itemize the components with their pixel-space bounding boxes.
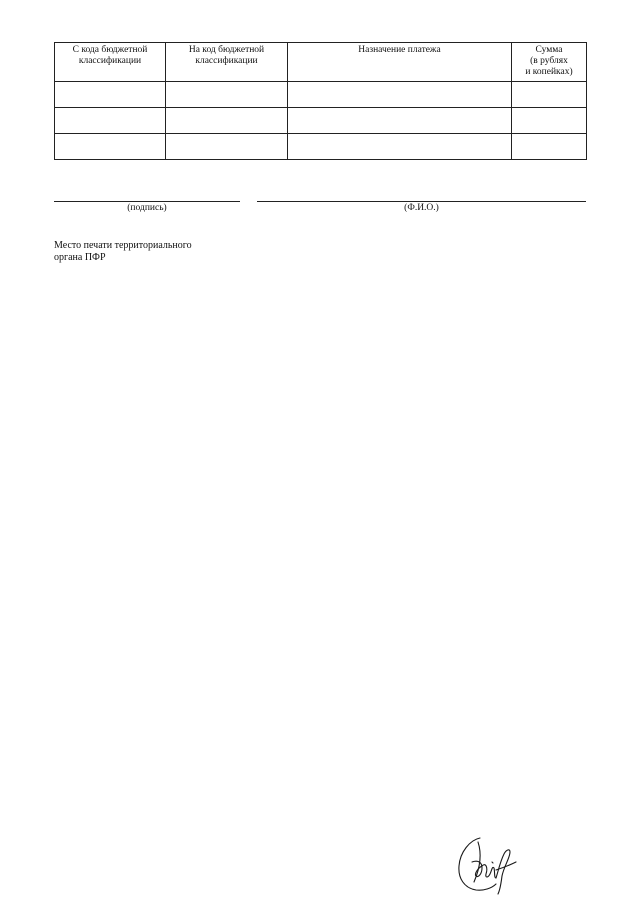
table-row <box>55 134 587 160</box>
stamp-place-label <box>54 240 274 264</box>
table-cell <box>166 108 288 134</box>
table-header-row <box>55 43 587 82</box>
table-cell <box>512 108 587 134</box>
stamp-place-line-1: Место печати территориального <box>54 240 192 251</box>
table-cell <box>55 134 166 160</box>
signature-caption: (подпись) <box>127 203 167 213</box>
header-payment-purpose: Назначение платежа <box>288 43 512 82</box>
table-row <box>55 108 587 134</box>
table-cell <box>55 108 166 134</box>
table-cell <box>55 82 166 108</box>
table-cell <box>288 134 512 160</box>
header-to-budget-code: На код бюджетной классификации <box>166 43 288 82</box>
table-cell <box>512 134 587 160</box>
stamp-place-line-2: органа ПФР <box>54 252 106 263</box>
table-cell <box>288 108 512 134</box>
table-cell <box>288 82 512 108</box>
full-name-line <box>257 201 586 202</box>
signature-line <box>54 201 240 202</box>
table-cell <box>166 134 288 160</box>
table-row <box>55 82 587 108</box>
table-cell <box>166 82 288 108</box>
payment-table <box>54 42 587 160</box>
table-cell <box>512 82 587 108</box>
header-from-budget-code: С кода бюджетной классификации <box>55 43 166 82</box>
header-amount: Сумма (в рублях и копейках) <box>512 43 587 82</box>
handwritten-signature-image <box>452 832 524 896</box>
full-name-caption: (Ф.И.О.) <box>404 203 439 213</box>
